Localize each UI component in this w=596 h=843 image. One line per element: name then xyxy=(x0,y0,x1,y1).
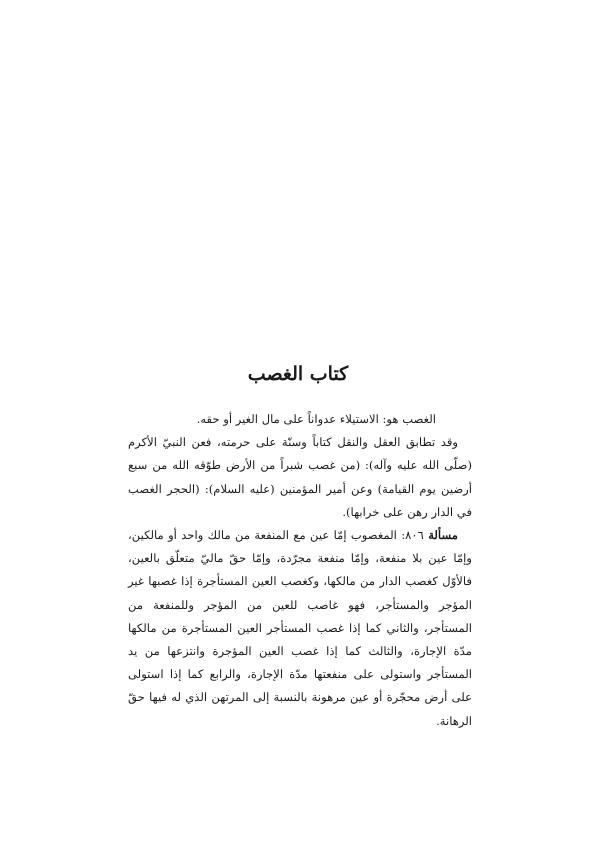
definition-paragraph: الغصب هو: الاستيلاء عدواناً على مال الغير أو حقه. xyxy=(196,412,436,426)
evidence-paragraph: وقد تطابق العقل والنقل كتاباً وسنّة على حرمته، فعن النبيّ الأكرم (صلّى الله عليه وآله): (من غصب شبراً من الأرض طوّقه الله من سبع أرضين يوم القيامة) وعن أمير المؤمنين (عليه السلام): (الحجر الغصب في الدار رهن على خرابها). xyxy=(128,435,472,519)
issue-number: ٨٠٦: xyxy=(401,528,424,543)
issue-paragraph xyxy=(128,524,472,733)
issue-text: المغصوب إمّا عين مع المنفعة من مالك واحد أو مالكين، وإمّا عين بلا منفعة، وإمّا منفعة مجرّدة، وإمّا حقّ ماليّ متعلّق بالعين، فالأوّل كغصب الدار من مالكها، وكغصب العين المستأجرة إذا غصبها غير المؤجر والمستأجر، فهو غاصب للعين من المؤجر وللمنفعة من المستأجر، والثاني كما إذا غصب المستأجر العين المستأجرة من مالكها مدّة الإجارة، والثالث كما إذا غصب العين المؤجرة وانتزعها من يد المستأجر واستولى على منفعتها مدّة الإجارة، والرابع كما إذا استولى على أرض محجّرة أو عين مرهونة بالنسبة إلى المرتهن الذي له فيها حقّ الرهانة. xyxy=(128,528,472,728)
issue-label: مسألة xyxy=(428,528,459,543)
body-text xyxy=(128,408,472,733)
chapter-title: كتاب الغصب xyxy=(247,363,349,385)
